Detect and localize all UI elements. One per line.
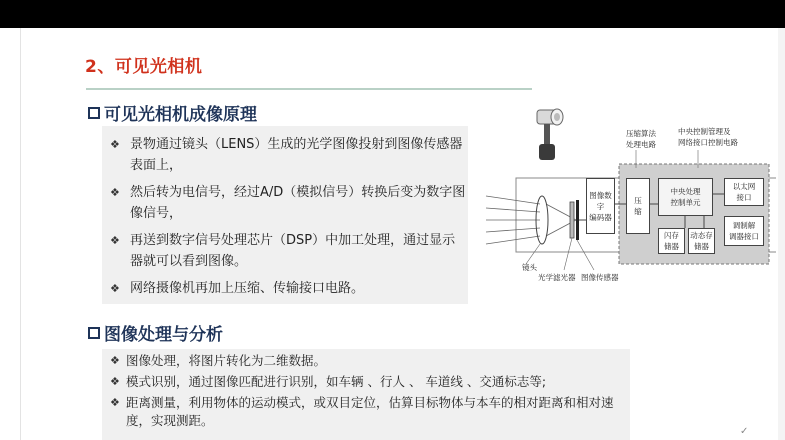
list-item [110,394,628,430]
heading-image-processing-text: 图像处理与分析 [104,325,223,345]
diamond-bullet-icon: ❖ [110,282,120,295]
box-cpu: 中央处理 控制单元 [658,178,713,216]
label-image-sensor: 图像传感器 [581,273,619,282]
processing-bullet-list [110,352,628,433]
list-item-text: 距离测量，利用物体的运动模式，或双目定位，估算目标物体与本车的相对距离和相对速度，实现测距。 [126,395,614,428]
section-title: 2、可见光相机 [85,57,203,77]
list-item [110,352,628,370]
list-item [110,373,628,391]
title-underline [86,88,532,90]
list-item [110,230,466,272]
list-item-text: 再送到数字信号处理芯片（DSP）中加工处理，通过显示器就可以看到图像。 [130,233,456,269]
camera-block-diagram [478,104,776,290]
diamond-bullet-icon: ❖ [110,138,120,151]
box-modem: 调制解 调器接口 [724,216,764,246]
right-edge-strip [778,28,785,440]
label-lens: 镜头 [522,263,537,272]
list-item-text: 图像处理，将图片转化为二维数据。 [126,353,327,368]
label-compress-circuit: 压缩算法 处理电路 [626,129,656,149]
list-item-text: 景物通过镜头（LENS）生成的光学图像投射到图像传感器表面上， [130,137,463,173]
top-black-bar [0,0,785,28]
corner-mark: ✓ [740,426,749,437]
box-dram: 动态存 储器 [688,228,715,254]
box-compress: 压 缩 [626,178,650,234]
box-flash-memory: 闪存 储器 [658,228,685,254]
camera-illustration-icon [537,109,563,160]
box-image-encoder: 图像数字 编码器 [586,178,615,234]
heading-imaging-principle [88,100,257,125]
diamond-bullet-icon: ❖ [110,396,120,409]
heading-image-processing [88,320,223,345]
list-item [110,278,466,299]
diamond-bullet-icon: ❖ [110,186,120,199]
diamond-bullet-icon: ❖ [110,375,120,388]
principle-bullet-list [110,134,466,305]
list-item-text: 然后转为电信号，经过A/D（模拟信号）转换后变为数字图像信号， [130,185,466,221]
label-optical-filter: 光学滤光器 [538,273,576,282]
list-item-text: 模式识别，通过图像匹配进行识别，如车辆 、行人 、 车道线 、交通标志等; [126,374,547,389]
label-cpu-network: 中央控制管理及 网络接口控制电路 [678,127,738,147]
left-margin-rule [20,28,21,440]
list-item-text: 网络摄像机再加上压缩、传输接口电路。 [130,281,365,296]
box-ethernet: 以太网 接口 [724,178,764,206]
diamond-bullet-icon: ❖ [110,234,120,247]
diamond-bullet-icon: ❖ [110,354,120,367]
checkbox-square-icon [88,327,100,339]
list-item [110,134,466,176]
heading-imaging-principle-text: 可见光相机成像原理 [104,105,257,125]
checkbox-square-icon [88,107,100,119]
list-item [110,182,466,224]
